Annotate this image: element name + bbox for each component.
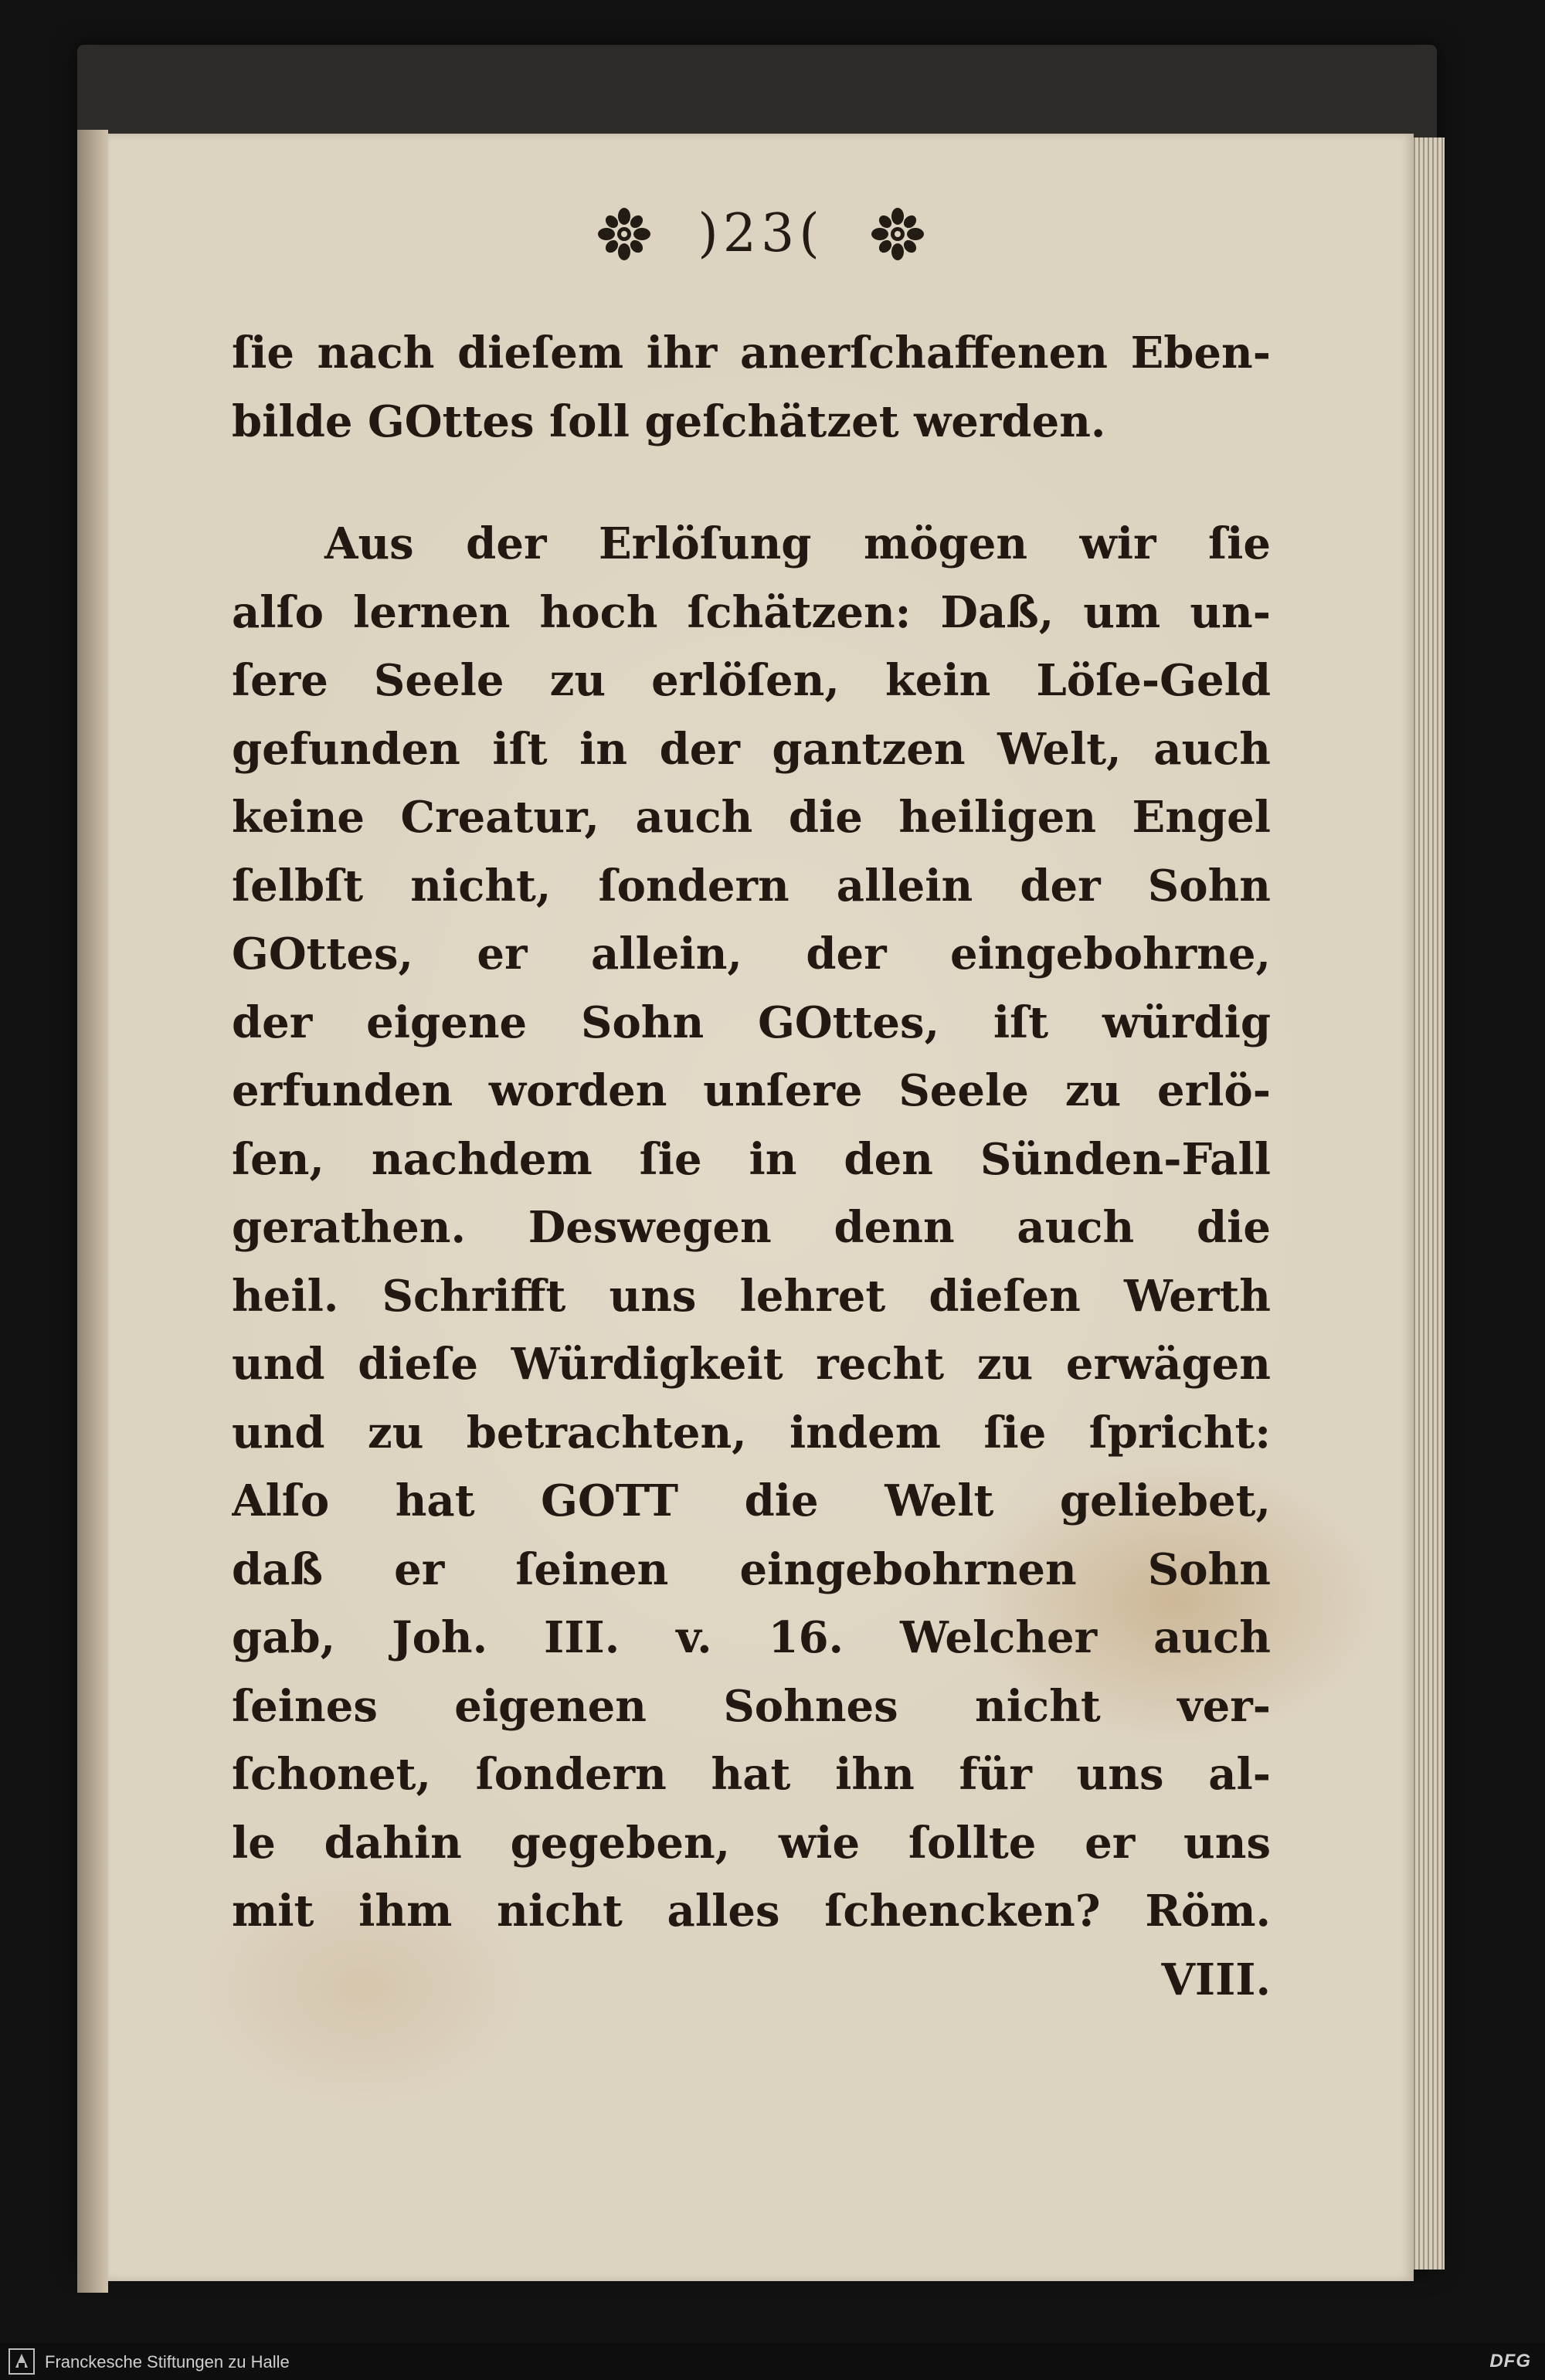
text-line: bilde GOttes ſoll geſchätzet werden.: [232, 396, 1106, 447]
text-line: ſeines eigenen Sohnes nicht ver-: [232, 1680, 1271, 1732]
text-line: gerathen. Deswegen denn auch die: [232, 1202, 1271, 1253]
text-line: ſen, nachdem ſie in den Sünden-Fall: [232, 1133, 1271, 1185]
left-page-edge: [77, 130, 108, 2293]
text-line: ſchonet, ſondern hat ihn für uns al-: [232, 1749, 1271, 1800]
page-body-text: [232, 319, 1271, 2014]
page-header: [108, 203, 1414, 264]
text-line: ſelbſt nicht, ſondern allein der Sohn: [232, 860, 1271, 912]
text-line: Alſo hat GOTT die Welt geliebet,: [232, 1475, 1271, 1526]
catchword: VIII.: [1161, 1954, 1271, 2005]
text-line: alſo lernen hoch ſchätzen: Daß, um un-: [232, 586, 1271, 638]
text-line: der eigene Sohn GOttes, iſt würdig: [232, 996, 1271, 1048]
text-line: ſie nach dieſem ihr anerſchaffenen Eben-: [232, 328, 1271, 379]
text-line: GOttes, er allein, der eingebohrne,: [232, 929, 1271, 980]
book-page: [108, 134, 1414, 2281]
text-line: ſere Seele zu erlöſen, kein Löſe-Geld: [232, 655, 1271, 706]
text-line: erfunden worden unſere Seele zu erlö-: [232, 1065, 1271, 1116]
institution-name: Franckesche Stiftungen zu Halle: [45, 2352, 290, 2372]
text-line: mit ihm nicht alles ſchencken? Röm.: [232, 1886, 1271, 1937]
page-number: )23(: [698, 203, 824, 264]
text-line: keine Creatur, auch die heiligen Engel: [232, 792, 1271, 843]
viewer-footer: [0, 2343, 1545, 2380]
book-binding: [77, 45, 1437, 2270]
text-line: und zu betrachten, indem ſie ſpricht:: [232, 1407, 1271, 1458]
text-line: le dahin gegeben, wie ſollte er uns: [232, 1817, 1271, 1869]
text-line: Aus der Erlöſung mögen wir ſie: [324, 518, 1271, 569]
text-line: gefunden iſt in der gantzen Welt, auch: [232, 723, 1271, 775]
text-line: und dieſe Würdigkeit recht zu erwägen: [232, 1339, 1271, 1390]
rosette-ornament-icon: [597, 207, 651, 261]
text-line: daß er ſeinen eingebohrnen Sohn: [232, 1543, 1271, 1595]
rosette-ornament-icon: [871, 207, 925, 261]
institution-logo-icon: [8, 2348, 36, 2375]
text-line: heil. Schrifft uns lehret dieſen Werth: [232, 1270, 1271, 1322]
text-line: gab, Joh. III. v. 16. Welcher auch: [232, 1612, 1271, 1663]
dfg-logo: DFG: [1489, 2351, 1531, 2372]
